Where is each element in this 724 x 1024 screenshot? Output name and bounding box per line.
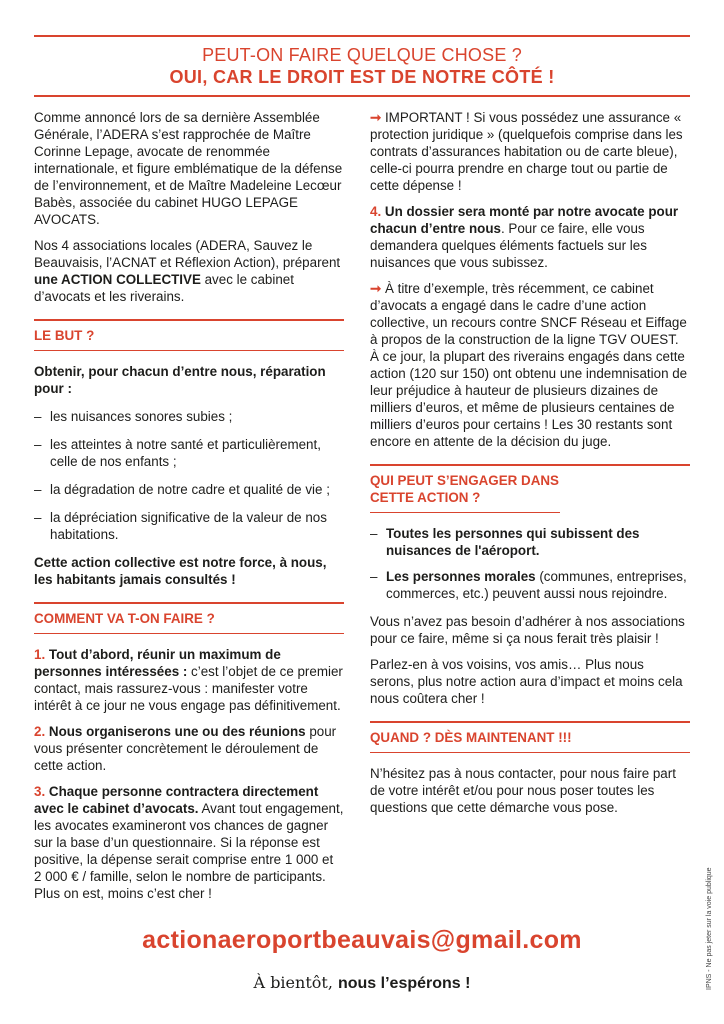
step-3: 3. Chaque personne contractera directement avec le cabinet d’avocats. Avant tout engagement, les avocates examineront vos chances de gagner sur la base d’un questionnaire. Si la réponse est positive, la dépense serait comprise entre 1 000 et 2 000 € / famille, selon le nombre de participants. Plus on est, moins c’est cher !	[34, 784, 344, 901]
right-column	[370, 109, 690, 816]
step-1: 1. Tout d’abord, réunir un maximum de personnes intéressées : c’est l’objet de ce premier contact, mais rassurez-vous : manifester votre intérêt à ce jour ne vous engage pas définitivement.	[34, 647, 343, 713]
header-answer: OUI, CAR LE DROIT EST DE NOTRE CÔTÉ !	[169, 67, 555, 87]
section-title-qui: QUI PEUT S’ENGAGER DANS CETTE ACTION ?	[370, 472, 560, 513]
qui-item: – Les personnes morales (communes, entreprises, commerces, etc.) peuvent aussi nous rejoindre.	[370, 569, 687, 601]
side-note: IPNS - Ne pas jeter sur la voie publique	[706, 867, 713, 990]
header-question: PEUT-ON FAIRE QUELQUE CHOSE ?	[202, 45, 522, 65]
important-note: ➞ IMPORTANT ! Si vous possédez une assurance « protection juridique » (quelquefois comprise dans les contrats d’assurances habitation ou de carte bleue), celle-ci pourra prendre en charge tout ou partie de cette dépense !	[370, 110, 683, 193]
but-item: – la dépréciation significative de la valeur de nos habitations.	[34, 510, 327, 542]
top-rule	[34, 35, 690, 37]
header-bottom-rule	[34, 95, 690, 97]
section-title-comment: COMMENT VA T-ON FAIRE ?	[34, 610, 344, 634]
but-item: – les atteintes à notre santé et particulièrement, celle de nos enfants ;	[34, 437, 321, 469]
intro-paragraph-2: Nos 4 associations locales (ADERA, Sauvez le Beauvaisis, l’ACNAT et Réflexion Action), préparent une ACTION COLLECTIVE avec le cabinet d’avocats et les riverains.	[34, 238, 341, 304]
left-column	[34, 109, 344, 902]
intro-paragraph-1: Comme annoncé lors de sa dernière Assemblée Générale, l’ADERA s’est rapprochée de Maître Corinne Lepage, avocate de renommée internationale, et figure emblématique de la défense de l’environnement, et de Maître Madeleine Lecœur Babès, associée du cabinet HUGO LEPAGE AVOCATS.	[34, 110, 343, 227]
qui-item: – Toutes les personnes qui subissent des nuisances de l'aéroport.	[370, 526, 640, 558]
but-lead: Obtenir, pour chacun d’entre nous, réparation pour :	[34, 364, 326, 396]
section-comment	[34, 602, 344, 634]
contact-email-link[interactable]: actionaeroportbeauvais@gmail.com	[142, 926, 582, 954]
section-but	[34, 319, 344, 351]
arrow-icon: ➞	[370, 281, 382, 296]
quand-text: N’hésitez pas à nous contacter, pour nous faire part de votre intérêt et/ou pour nous poser toutes les questions que cette démarche vous pose.	[370, 766, 676, 815]
section-qui	[370, 464, 690, 513]
closing-line: À bientôt, nous l’espérons !	[253, 973, 471, 992]
qui-paragraph-2: Parlez-en à vos voisins, vos amis… Plus nous serons, plus notre action aura d’impact et moins cela nous coûtera cher !	[370, 657, 683, 706]
but-item: – la dégradation de notre cadre et qualité de vie ;	[34, 482, 330, 497]
step-4: 4. Un dossier sera monté par notre avocate pour chacun d’entre nous. Pour ce faire, elle vous demandera quelques éléments factuels sur les nuisances que vous subissez.	[370, 204, 679, 270]
section-title-but: LE BUT ?	[34, 327, 344, 351]
example-paragraph: ➞ À titre d’exemple, très récemment, ce cabinet d’avocats a engagé dans le cadre d’une action collective, un recours contre SNCF Réseau et Eiffage à propos de la construction de la ligne TGV OUEST.	[370, 281, 687, 347]
section-title-quand: QUAND ? DÈS MAINTENANT !!!	[370, 729, 690, 753]
but-conclusion: Cette action collective est notre force, à nous, les habitants jamais consultés !	[34, 555, 327, 587]
but-item: – les nuisances sonores subies ;	[34, 409, 233, 424]
arrow-icon: ➞	[370, 110, 382, 125]
qui-paragraph-1: Vous n’avez pas besoin d’adhérer à nos associations pour ce faire, même si ça nous ferait très plaisir !	[370, 614, 685, 646]
step-2: 2. Nous organiserons une ou des réunions pour vous présenter concrètement le déroulement de cette action.	[34, 724, 337, 773]
section-quand	[370, 721, 690, 753]
example-result: À ce jour, la plupart des riverains engagés dans cette action (120 sur 150) ont obtenu une indemnisation de leur préjudice à hauteur de plusieurs dizaines de milliers d’euros, et même de plusieurs centaines de milliers d’euros pour certains ! Les 30 restants sont encore en attente de la décision du juge.	[370, 349, 688, 449]
